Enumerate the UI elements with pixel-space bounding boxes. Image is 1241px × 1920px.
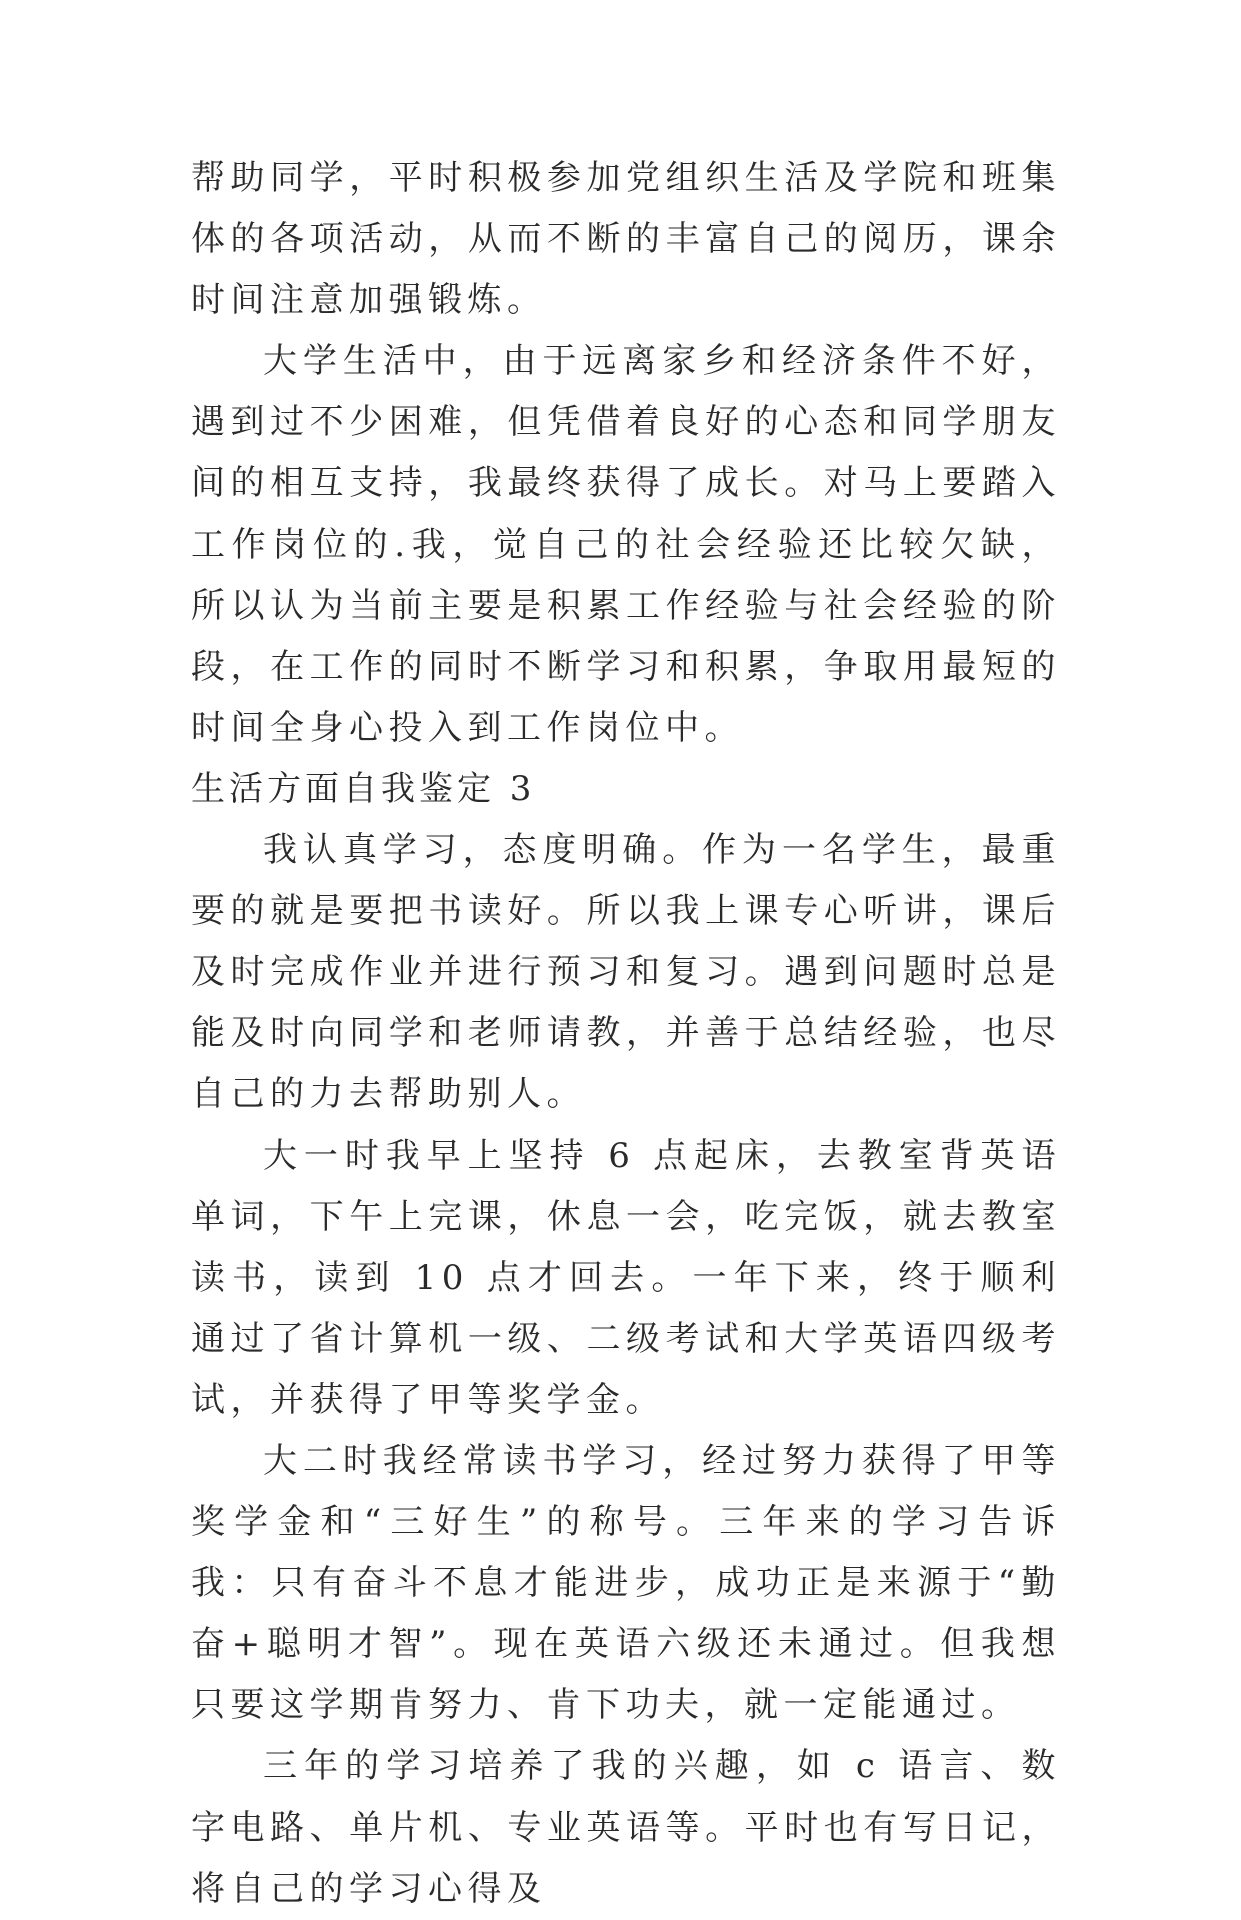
paragraph-study-attitude: 我认真学习，态度明确。作为一名学生，最重要的就是要把书读好。所以我上课专心听讲，课后及时完成作业并进行预习和复习。遇到问题时总是能及时向同学和老师请教，并善于总结经验，也尽自己的力去帮助别人。 [191,830,1061,1115]
paragraph-freshman-year: 大一时我早上坚持 6 点起床，去教室背英语单词，下午上完课，休息一会，吃完饭，就去教室读书，读到 10 点才回去。一年下来，终于顺利通过了省计算机一级、二级考试和大学英语四级考试，并获得了甲等奖学金。 [191,1135,1061,1420]
paragraph-college-life: 大学生活中，由于远离家乡和经济条件不好，遇到过不少困难，但凭借着良好的心态和同学朋友间的相互支持，我最终获得了成长。对马上要踏入工作岗位的.我，觉自己的社会经验还比较欠缺，所以认为当前主要是积累工作经验与社会经验的阶段，在工作的同时不断学习和积累，争取用最短的时间全身心投入到工作岗位中。 [191,341,1061,748]
section-heading: 生活方面自我鉴定 3 [191,768,536,809]
paragraph-activities: 帮助同学，平时积极参加党组织生活及学院和班集体的各项活动，从而不断的丰富自己的阅历，课余时间注意加强锻炼。 [191,158,1061,321]
document-body [191,148,1061,1920]
paragraph-sophomore-year: 大二时我经常读书学习，经过努力获得了甲等奖学金和“三好生”的称号。三年来的学习告诉我：只有奋斗不息才能进步，成功正是来源于“勤奋+聪明才智”。现在英语六级还未通过。但我想只要这学期肯努力、肯下功夫，就一定能通过。 [191,1440,1061,1726]
paragraph-interests: 三年的学习培养了我的兴趣，如 c 语言、数字电路、单片机、专业英语等。平时也有写日记，将自己的学习心得及 [191,1746,1061,1909]
